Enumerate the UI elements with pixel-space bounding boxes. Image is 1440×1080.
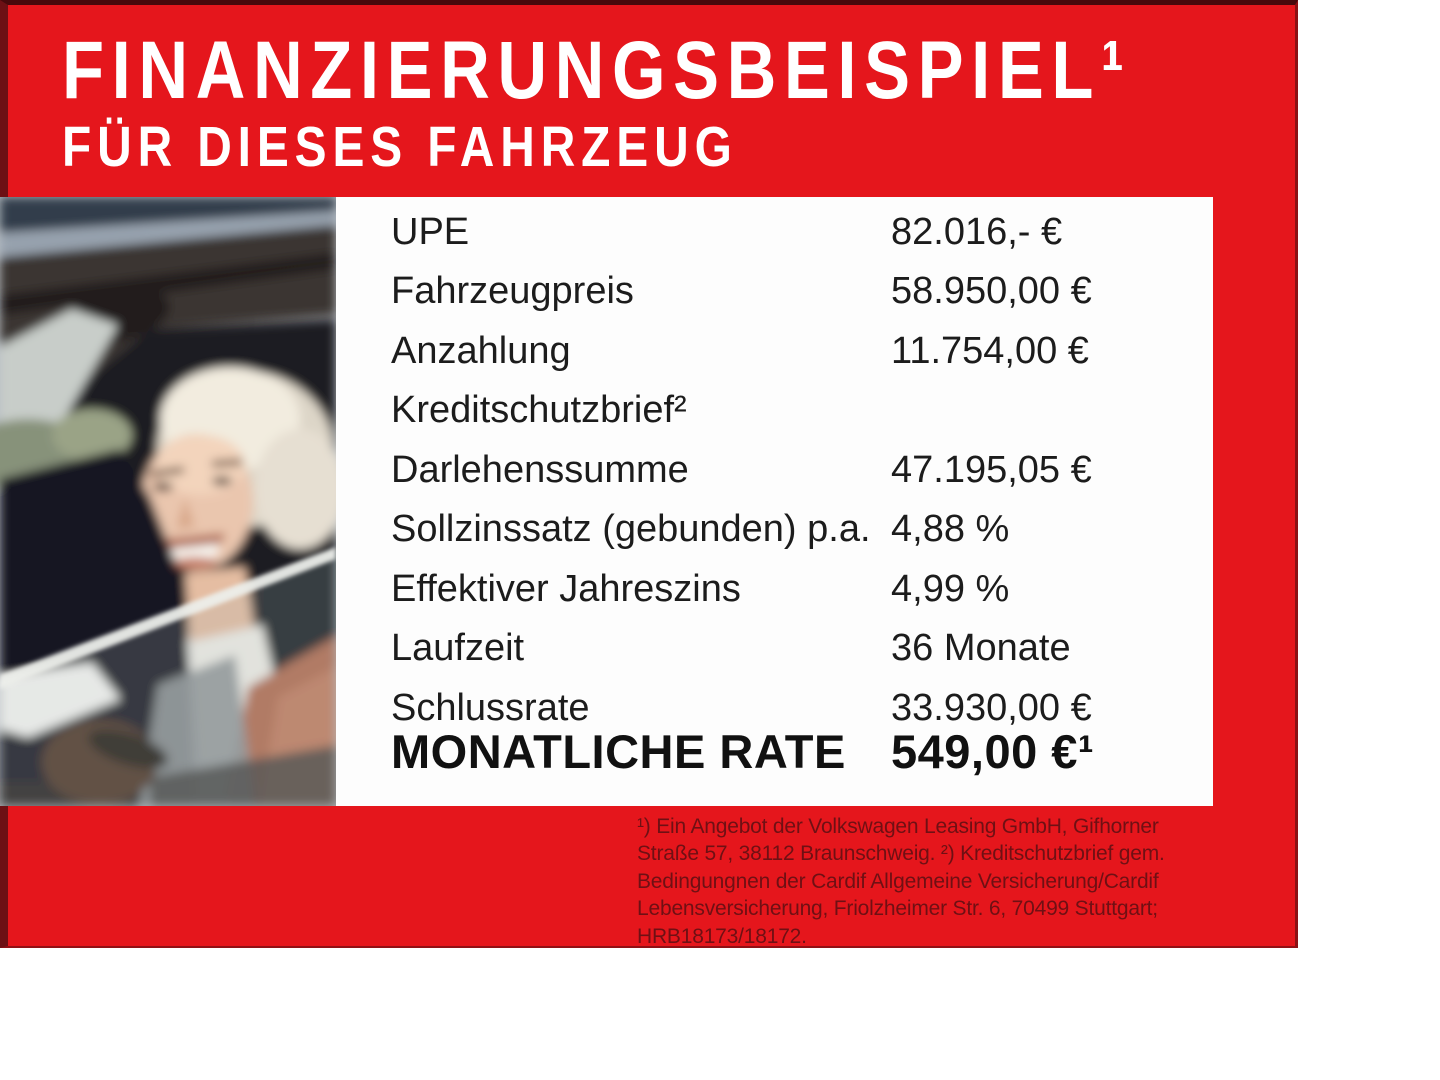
row-label: UPE — [391, 211, 470, 253]
finance-row — [391, 449, 1193, 493]
footnote-line: Bedingungnen der Cardif Allgemeine Versicherung/Cardif — [637, 869, 1159, 893]
finance-panel — [336, 197, 1213, 806]
row-value: 47.195,05 € — [891, 449, 1092, 491]
woman-in-car-photo — [0, 197, 336, 806]
finance-row — [391, 389, 1193, 433]
page-title: FINANZIERUNGSBEISPIEL¹ — [62, 25, 1132, 116]
row-label: Sollzinssatz (gebunden) p.a. — [391, 508, 871, 550]
row-label: Fahrzeugpreis — [391, 270, 634, 312]
row-label: Kreditschutzbrief² — [391, 389, 687, 431]
row-value: 4,88 % — [891, 508, 1010, 550]
monthly-rate-row — [391, 725, 1193, 779]
footnote-line: ¹) Ein Angebot der Volkswagen Leasing GmbH, Gifhorner — [637, 815, 1159, 838]
finance-row — [391, 568, 1193, 612]
finance-row — [391, 211, 1193, 255]
row-label: Effektiver Jahreszins — [391, 568, 741, 610]
page-subtitle: FÜR DIESES FAHRZEUG — [62, 115, 738, 179]
woman-in-car-illustration — [0, 197, 336, 806]
finance-row — [391, 270, 1193, 314]
row-label: Anzahlung — [391, 330, 571, 372]
row-value: 58.950,00 € — [891, 270, 1092, 312]
row-value: 33.930,00 € — [891, 687, 1092, 729]
footnote — [637, 813, 1197, 950]
footnote-line: Straße 57, 38112 Braunschweig. ²) Kreditschutzbrief gem. — [637, 842, 1165, 866]
row-label: Schlussrate — [391, 687, 590, 729]
footnote-line: Lebensversicherung, Friolzheimer Str. 6, 70499 Stuttgart; — [637, 897, 1158, 921]
row-value: 36 Monate — [891, 627, 1071, 669]
finance-row — [391, 508, 1193, 552]
row-value: 4,99 % — [891, 568, 1010, 610]
row-value: 11.754,00 € — [891, 330, 1089, 372]
row-label: Laufzeit — [391, 627, 525, 669]
monthly-rate-label: MONATLICHE RATE — [391, 725, 846, 778]
finance-row — [391, 330, 1193, 374]
row-label: Darlehenssumme — [391, 449, 689, 491]
finance-row — [391, 627, 1193, 671]
footnote-line: HRB18173/18172. — [637, 924, 807, 948]
monthly-rate-value: 549,00 €¹ — [891, 725, 1095, 778]
row-value: 82.016,- € — [891, 211, 1063, 253]
